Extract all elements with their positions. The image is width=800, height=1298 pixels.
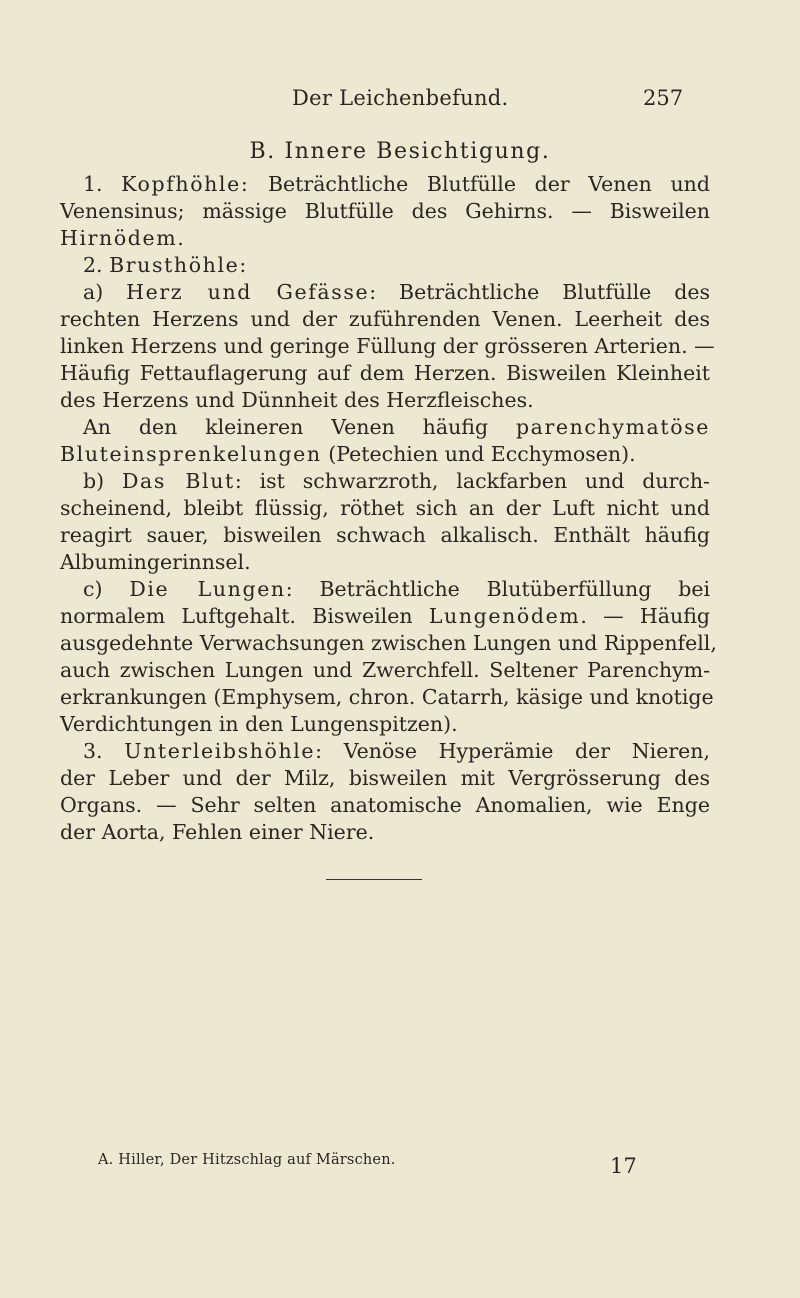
section-divider	[326, 879, 422, 880]
text-line: Verdichtungen in den Lungenspitzen).	[60, 712, 458, 736]
text-line: 1. Kopfhöhle: Beträchtliche Blutfülle der Venen und	[83, 172, 710, 196]
text-line: Albumingerinnsel.	[60, 550, 251, 574]
text-line: c) Die Lungen: Beträchtliche Blutüberfüllung bei	[83, 577, 711, 601]
text-line: Organs. — Sehr selten anatomische Anomalien, wie Enge	[60, 793, 710, 817]
text-line: Häufig Fettauflagerung auf dem Herzen. Bisweilen Kleinheit	[60, 361, 710, 385]
text-line: erkrankungen (Emphysem, chron. Catarrh, käsige und knotige	[60, 685, 714, 709]
text-line: ausgedehnte Verwachsungen zwischen Lungen und Rippenfell,	[60, 631, 717, 655]
footer-citation: A. Hiller, Der Hitzschlag auf Märschen.	[98, 1152, 396, 1168]
text-line: Hirnödem.	[60, 226, 184, 250]
signature-mark: 17	[610, 1154, 637, 1178]
text-line: 2. Brusthöhle:	[83, 253, 247, 277]
text-line: a) Herz und Gefässe: Beträchtliche Blutfülle des	[83, 280, 710, 304]
text-line: auch zwischen Lungen und Zwerchfell. Seltener Parenchym-	[60, 658, 710, 682]
text-line: b) Das Blut: ist schwarzroth, lackfarben und durch-	[83, 469, 710, 493]
running-header	[0, 86, 800, 116]
text-line: der Leber und der Milz, bisweilen mit Vergrösserung des	[60, 766, 710, 790]
text-line: rechten Herzens und der zuführenden Venen. Leerheit des	[60, 307, 710, 331]
section-heading: B. Innere Besichtigung.	[249, 139, 551, 164]
text-line: An den kleineren Venen häufig parenchymatöse	[83, 415, 710, 439]
text-line: Venensinus; mässige Blutfülle des Gehirns. — Bisweilen	[60, 199, 710, 223]
text-line: linken Herzens und geringe Füllung der grösseren Arterien. —	[60, 334, 715, 358]
text-line: normalem Luftgehalt. Bisweilen Lungenödem. — Häufig	[60, 604, 710, 628]
text-line: des Herzens und Dünnheit des Herzfleisches.	[60, 388, 534, 412]
text-line: Bluteinsprenkelungen (Petechien und Ecchymosen).	[60, 442, 636, 466]
page-number: 257	[643, 86, 684, 110]
text-line: 3. Unterleibshöhle: Venöse Hyperämie der Nieren,	[83, 739, 711, 763]
text-line: scheinend, bleibt flüssig, röthet sich an der Luft nicht und	[60, 496, 710, 520]
text-line: der Aorta, Fehlen einer Niere.	[60, 820, 375, 844]
text-line: reagirt sauer, bisweilen schwach alkalisch. Enthält häufig	[60, 523, 710, 547]
running-title: Der Leichenbefund.	[292, 86, 509, 110]
